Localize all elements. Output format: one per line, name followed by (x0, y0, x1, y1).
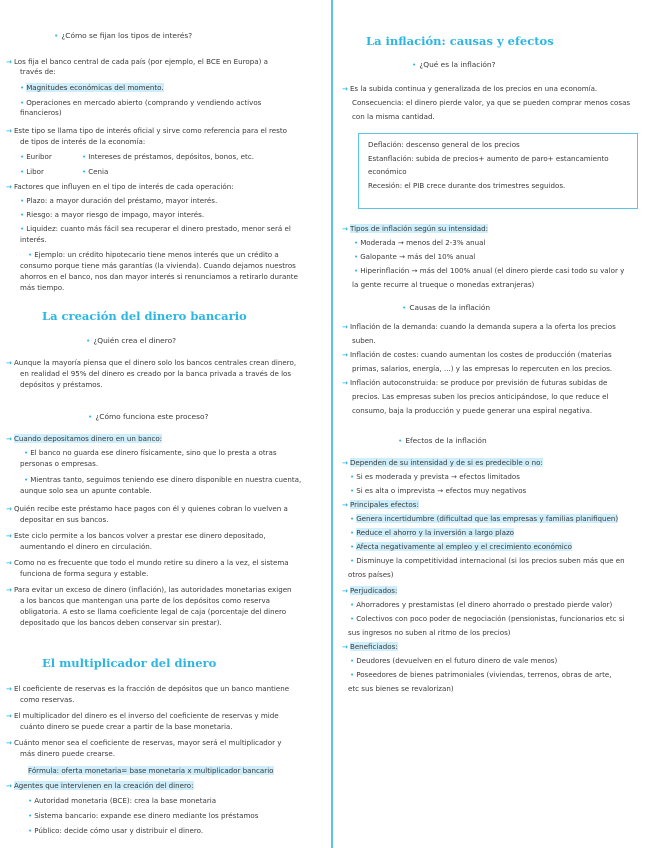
bullet-item: • Magnitudes económicas del momento. (20, 83, 164, 92)
text-line: → Inflación de la demanda: cuando la demanda supera a la oferta los precios (342, 322, 616, 331)
question-heading: • ¿Cómo se fijan los tipos de interés? (54, 31, 193, 40)
text-line: → Inflación autoconstruida: se produce por previsión de futuras subidas de (342, 378, 608, 387)
question-heading: • Causas de la inflación (402, 303, 491, 312)
text-line: aunque solo sea un apunte contable. (20, 486, 152, 495)
bullet-item: • Si es alta o imprevista → efectos muy negativos (350, 486, 527, 495)
text-line: depositar en sus bancos. (20, 515, 109, 524)
question-heading: • ¿Cómo funciona este proceso? (88, 412, 209, 421)
bullet-item: • Hiperinflación → más del 100% anual (el dinero pierde casi todo su valor y (354, 266, 625, 275)
text-line: → Tipos de inflación según su intensidad: (342, 224, 488, 233)
bullet-item: • Plazo: a mayor duración del préstamo, mayor interés. (20, 196, 218, 205)
text-line: consumo porque tiene más garantías (la vivienda). Cuando dejamos nuestros (20, 261, 296, 270)
text-line: aumentando el dinero en circulación. (20, 542, 153, 551)
text-line: depósitos y préstamos. (20, 380, 103, 389)
bullet-item: • Autoridad monetaria (BCE): crea la base monetaria (28, 796, 217, 805)
text-line: → Para evitar un exceso de dinero (inflación), las autoridades monetarias exigen (6, 585, 292, 594)
bullet-item: • Moderada → menos del 2-3% anual (354, 238, 486, 247)
section-heading: La inflación: causas y efectos (366, 34, 554, 48)
text-line: → Principales efectos: (342, 500, 419, 509)
bullet-item: • Intereses de préstamos, depósitos, bonos, etc. (82, 152, 254, 161)
text-line: través de: (20, 67, 56, 76)
bullet-item: • Público: decide cómo usar y distribuir el dinero. (28, 826, 204, 835)
text-line: precios. Las empresas suben los precios anticipándose, lo que reduce el (352, 392, 609, 401)
text-line: → Aunque la mayoría piensa que el dinero solo los bancos centrales crean dinero, (6, 358, 297, 367)
bullet-item: • Poseedores de bienes patrimoniales (viviendas, terrenos, obras de arte, (350, 670, 612, 679)
bullet-item: • Ahorradores y prestamistas (el dinero ahorrado o prestado pierde valor) (350, 600, 613, 609)
text-line: financieros) (20, 108, 62, 117)
question-heading: • ¿Qué es la inflación? (412, 60, 496, 69)
text-line: Consecuencia: el dinero pierde valor, ya que se pueden comprar menos cosas (352, 98, 631, 107)
text-line: más dinero puede crearse. (20, 749, 115, 758)
bullet-item: • Si es moderada y prevista → efectos limitados (350, 472, 520, 481)
text-line: ahorros en el banco, nos dan mayor interés si renunciamos a retirarlo durante (20, 272, 298, 281)
text-line: primas, salarios, energía, ...) y las empresas lo repercuten en los precios. (352, 364, 613, 373)
text-line: interés. (20, 235, 47, 244)
bullet-item: • Galopante → más del 10% anual (354, 252, 476, 261)
text-line: → Este tipo se llama tipo de interés oficial y sirve como referencia para el resto (6, 126, 287, 135)
bullet-item: • Libor (20, 167, 44, 176)
text-line: → Como no es frecuente que todo el mundo retire su dinero a la vez, el sistema (6, 558, 289, 567)
text-line: como reservas. (20, 695, 75, 704)
text-line: en realidad el 95% del dinero es creado por la banca privada a través de los (20, 369, 292, 378)
bullet-item: • Operaciones en mercado abierto (comprando y vendiendo activos (20, 98, 262, 107)
bullet-item: • Liquidez: cuanto más fácil sea recuperar el dinero prestado, menor será el (20, 224, 291, 233)
question-heading: • ¿Quién crea el dinero? (86, 336, 177, 345)
text-line: cuánto dinero se puede crear a partir de la base monetaria. (20, 722, 233, 731)
text-line: → El multiplicador del dinero es el inverso del coeficiente de reservas y mide (6, 711, 279, 720)
box-line: Estanflación: subida de precios+ aumento de paro+ estancamiento (368, 154, 609, 163)
text-line: suben. (352, 336, 376, 345)
formula: Fórmula: oferta monetaria= base monetaria x multiplicador bancario (28, 766, 274, 775)
bullet-item: • Euribor (20, 152, 52, 161)
text-line: más tiempo. (20, 283, 65, 292)
bullet-item: • Ejemplo: un crédito hipotecario tiene menos interés que un crédito a (28, 250, 279, 259)
column-divider (331, 0, 333, 848)
text-line: sus ingresos no suben al ritmo de los precios) (348, 628, 511, 637)
box-line: Recesión: el PIB crece durante dos trimestres seguidos. (368, 181, 566, 190)
bullet-item: • Afecta negativamente al empleo y el crecimiento económico (350, 542, 573, 551)
text-line: → Este ciclo permite a los bancos volver a prestar ese dinero depositado, (6, 531, 266, 540)
text-line: la gente recurre al trueque o monedas extranjeras) (352, 280, 535, 289)
text-line: → Cuando depositamos dinero en un banco: (6, 434, 163, 443)
text-line: a los bancos que mantengan una parte de los depósitos como reserva (20, 596, 270, 605)
bullet-item: • Deudores (devuelven en el futuro dinero de vale menos) (350, 656, 558, 665)
text-line: → Cuánto menor sea el coeficiente de reservas, mayor será el multiplicador y (6, 738, 282, 747)
bullet-item: • Reduce el ahorro y la inversión a largo plazo (350, 528, 515, 537)
box-line: económico (368, 167, 407, 176)
bullet-item: • Colectivos con poco poder de negociación (pensionistas, funcionarios etc si (350, 614, 625, 623)
text-line: → Es la subida continua y generalizada de los precios en una economía. (342, 84, 598, 93)
text-line: con la misma cantidad. (352, 112, 435, 121)
text-line: consumo, baja la producción y puede generar una espiral negativa. (352, 406, 593, 415)
bullet-item: • El banco no guarda ese dinero físicamente, sino que lo presta a otras (24, 448, 277, 457)
bullet-item: • Mientras tanto, seguimos teniendo ese dinero disponible en nuestra cuenta, (24, 475, 302, 484)
question-heading: • Efectos de la inflación (398, 436, 487, 445)
text-line: otros países) (348, 570, 394, 579)
text-line: → Agentes que intervienen en la creación del dinero: (6, 781, 194, 790)
box-line: Deflación: descenso general de los precios (368, 140, 520, 149)
text-line: obligatoria. A esto se llama coeficiente legal de caja (porcentaje del dinero (20, 607, 287, 616)
bullet-item: • Cenia (82, 167, 109, 176)
text-line: → Inflación de costes: cuando aumentan los costes de producción (materias (342, 350, 612, 359)
bullet-item: • Riesgo: a mayor riesgo de impago, mayor interés. (20, 210, 205, 219)
text-line: funciona de forma segura y estable. (20, 569, 149, 578)
text-line: de tipos de interés de la economía: (20, 137, 146, 146)
text-line: → El coeficiente de reservas es la fracción de depósitos que un banco mantiene (6, 684, 290, 693)
text-line: depositado que los bancos deben conservar sin prestar). (20, 618, 222, 627)
text-line: → Beneficiados: (342, 642, 398, 651)
text-line: personas o empresas. (20, 459, 99, 468)
text-line: → Factores que influyen en el tipo de interés de cada operación: (6, 182, 234, 191)
bullet-item: • Genera incertidumbre (dificultad que las empresas y familias planifiquen) (350, 514, 619, 523)
text-line: → Quién recibe este préstamo hace pagos con él y quienes cobran lo vuelven a (6, 504, 288, 513)
section-heading: El multiplicador del dinero (42, 656, 217, 670)
text-line: → Perjudicados: (342, 586, 398, 595)
text-line: → Los fija el banco central de cada país (por ejemplo, el BCE en Europa) a (6, 57, 268, 66)
text-line: etc sus bienes se revalorizan) (348, 684, 454, 693)
bullet-item: • Disminuye la competitividad internacional (si los precios suben más que en (350, 556, 625, 565)
text-line: → Dependen de su intensidad y de si es predecible o no: (342, 458, 543, 467)
bullet-item: • Sistema bancario: expande ese dinero mediante los préstamos (28, 811, 259, 820)
section-heading: La creación del dinero bancario (42, 309, 247, 323)
